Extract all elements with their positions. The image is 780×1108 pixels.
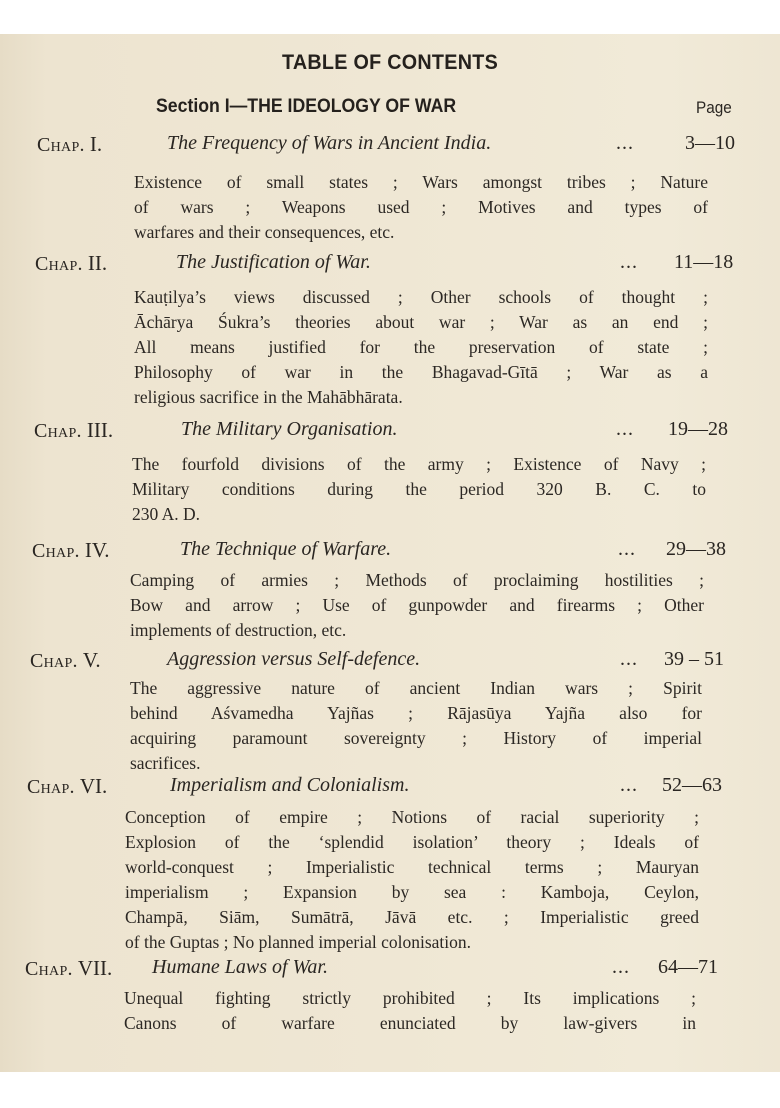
dot-leader: ... bbox=[620, 251, 638, 273]
chapter-word: Chap. bbox=[27, 776, 75, 798]
chapter-2-description bbox=[134, 285, 708, 410]
description-line: Champā, Siām, Sumātrā, Jāvā etc. ; Imperialistic greed bbox=[125, 907, 699, 927]
dot-leader: ... bbox=[612, 956, 630, 978]
chapter-label bbox=[30, 648, 101, 673]
description-line: The aggressive nature of ancient Indian wars ; Spirit bbox=[130, 678, 702, 698]
toc-entry-chapter-6 bbox=[0, 774, 780, 804]
dot-leader: ... bbox=[620, 648, 638, 670]
chapter-pages: 3—10 bbox=[685, 132, 735, 154]
description-line: Kauṭilya’s views discussed ; Other schools of thought ; bbox=[134, 287, 708, 307]
toc-entry-chapter-5 bbox=[0, 648, 780, 678]
chapter-word: Chap. bbox=[34, 420, 82, 442]
chapter-title: The Military Organisation. bbox=[181, 418, 398, 440]
section-heading: Section I—THE IDEOLOGY OF WAR bbox=[156, 96, 457, 117]
description-line: 230 A. D. bbox=[132, 504, 201, 524]
chapter-pages: 19—28 bbox=[668, 418, 728, 440]
chapter-3-description bbox=[132, 452, 706, 527]
toc-entry-chapter-1 bbox=[0, 132, 780, 162]
chapter-word: Chap. bbox=[32, 540, 80, 562]
dot-leader: ... bbox=[620, 774, 638, 796]
chapter-word: Chap. bbox=[35, 253, 83, 275]
chapter-label bbox=[35, 251, 107, 276]
page-title: TABLE OF CONTENTS bbox=[281, 51, 499, 74]
description-line: implements of destruction, etc. bbox=[130, 620, 347, 640]
chapter-6-description bbox=[125, 805, 699, 955]
chapter-word: Chap. bbox=[25, 958, 73, 980]
description-line: acquiring paramount sovereignty ; History of imperial bbox=[130, 728, 702, 748]
chapter-label bbox=[32, 538, 110, 563]
chapter-pages: 29—38 bbox=[666, 538, 726, 560]
description-line: of the Guptas ; No planned imperial colonisation. bbox=[125, 932, 472, 952]
chapter-pages: 52—63 bbox=[662, 774, 722, 796]
chapter-number: III. bbox=[86, 418, 114, 442]
description-line: Conception of empire ; Notions of racial superiority ; bbox=[125, 807, 699, 827]
chapter-word: Chap. bbox=[37, 134, 85, 156]
description-line: behind Aśvamedha Yajñas ; Rājasūya Yajña also for bbox=[130, 703, 702, 723]
description-line: sacrifices. bbox=[130, 753, 201, 773]
chapter-label bbox=[37, 132, 102, 157]
chapter-title: The Justification of War. bbox=[176, 251, 371, 273]
dot-leader: ... bbox=[618, 538, 636, 560]
description-line: Philosophy of war in the Bhagavad-Gītā ; War as a bbox=[134, 362, 708, 382]
toc-entry-chapter-2 bbox=[0, 251, 780, 281]
description-line: warfares and their consequences, etc. bbox=[134, 222, 395, 242]
dot-leader: ... bbox=[616, 418, 634, 440]
chapter-title: The Frequency of Wars in Ancient India. bbox=[167, 132, 492, 154]
chapter-word: Chap. bbox=[30, 650, 78, 672]
description-line: world-conquest ; Imperialistic technical terms ; Mauryan bbox=[125, 857, 699, 877]
description-line: Canons of warfare enunciated by law-givers in bbox=[124, 1013, 696, 1033]
description-line: Camping of armies ; Methods of proclaiming hostilities ; bbox=[130, 570, 704, 590]
page-column-label: Page bbox=[696, 98, 732, 117]
description-line: Bow and arrow ; Use of gunpowder and firearms ; Other bbox=[130, 595, 704, 615]
description-line: imperialism ; Expansion by sea : Kamboja, Ceylon, bbox=[125, 882, 699, 902]
chapter-pages: 64—71 bbox=[658, 956, 718, 978]
description-line: All means justified for the preservation of state ; bbox=[134, 337, 708, 357]
description-line: Unequal fighting strictly prohibited ; Its implications ; bbox=[124, 988, 696, 1008]
chapter-number: IV. bbox=[84, 538, 110, 562]
description-line: Military conditions during the period 320 B. C. to bbox=[132, 479, 706, 499]
chapter-5-description bbox=[130, 676, 702, 776]
chapter-title: Imperialism and Colonialism. bbox=[170, 774, 410, 796]
chapter-4-description bbox=[130, 568, 704, 643]
chapter-label bbox=[25, 956, 112, 981]
toc-entry-chapter-7 bbox=[0, 956, 780, 986]
description-line: Āchārya Śukra’s theories about war ; War as an end ; bbox=[134, 312, 708, 332]
chapter-title: The Technique of Warfare. bbox=[180, 538, 392, 560]
chapter-label bbox=[34, 418, 113, 443]
toc-entry-chapter-4 bbox=[0, 538, 780, 568]
toc-entry-chapter-3 bbox=[0, 418, 780, 448]
chapter-label bbox=[27, 774, 107, 799]
chapter-title: Aggression versus Self-defence. bbox=[167, 648, 421, 670]
description-line: Existence of small states ; Wars amongst tribes ; Nature bbox=[134, 172, 708, 192]
chapter-1-description bbox=[134, 170, 708, 245]
chapter-pages: 11—18 bbox=[674, 251, 734, 273]
chapter-number: I. bbox=[89, 132, 103, 156]
description-line: of wars ; Weapons used ; Motives and types of bbox=[134, 197, 708, 217]
description-line: Explosion of the ‘splendid isolation’ theory ; Ideals of bbox=[125, 832, 699, 852]
chapter-number: II. bbox=[87, 251, 108, 275]
chapter-number: V. bbox=[82, 648, 101, 672]
chapter-number: VI. bbox=[79, 774, 108, 798]
chapter-title: Humane Laws of War. bbox=[152, 956, 328, 978]
book-page bbox=[0, 34, 780, 1072]
chapter-7-description bbox=[124, 986, 696, 1036]
description-line: The fourfold divisions of the army ; Existence of Navy ; bbox=[132, 454, 706, 474]
dot-leader: ... bbox=[616, 132, 634, 154]
description-line: religious sacrifice in the Mahābhārata. bbox=[134, 387, 403, 407]
chapter-number: VII. bbox=[77, 956, 113, 980]
chapter-pages: 39 – 51 bbox=[664, 648, 724, 670]
